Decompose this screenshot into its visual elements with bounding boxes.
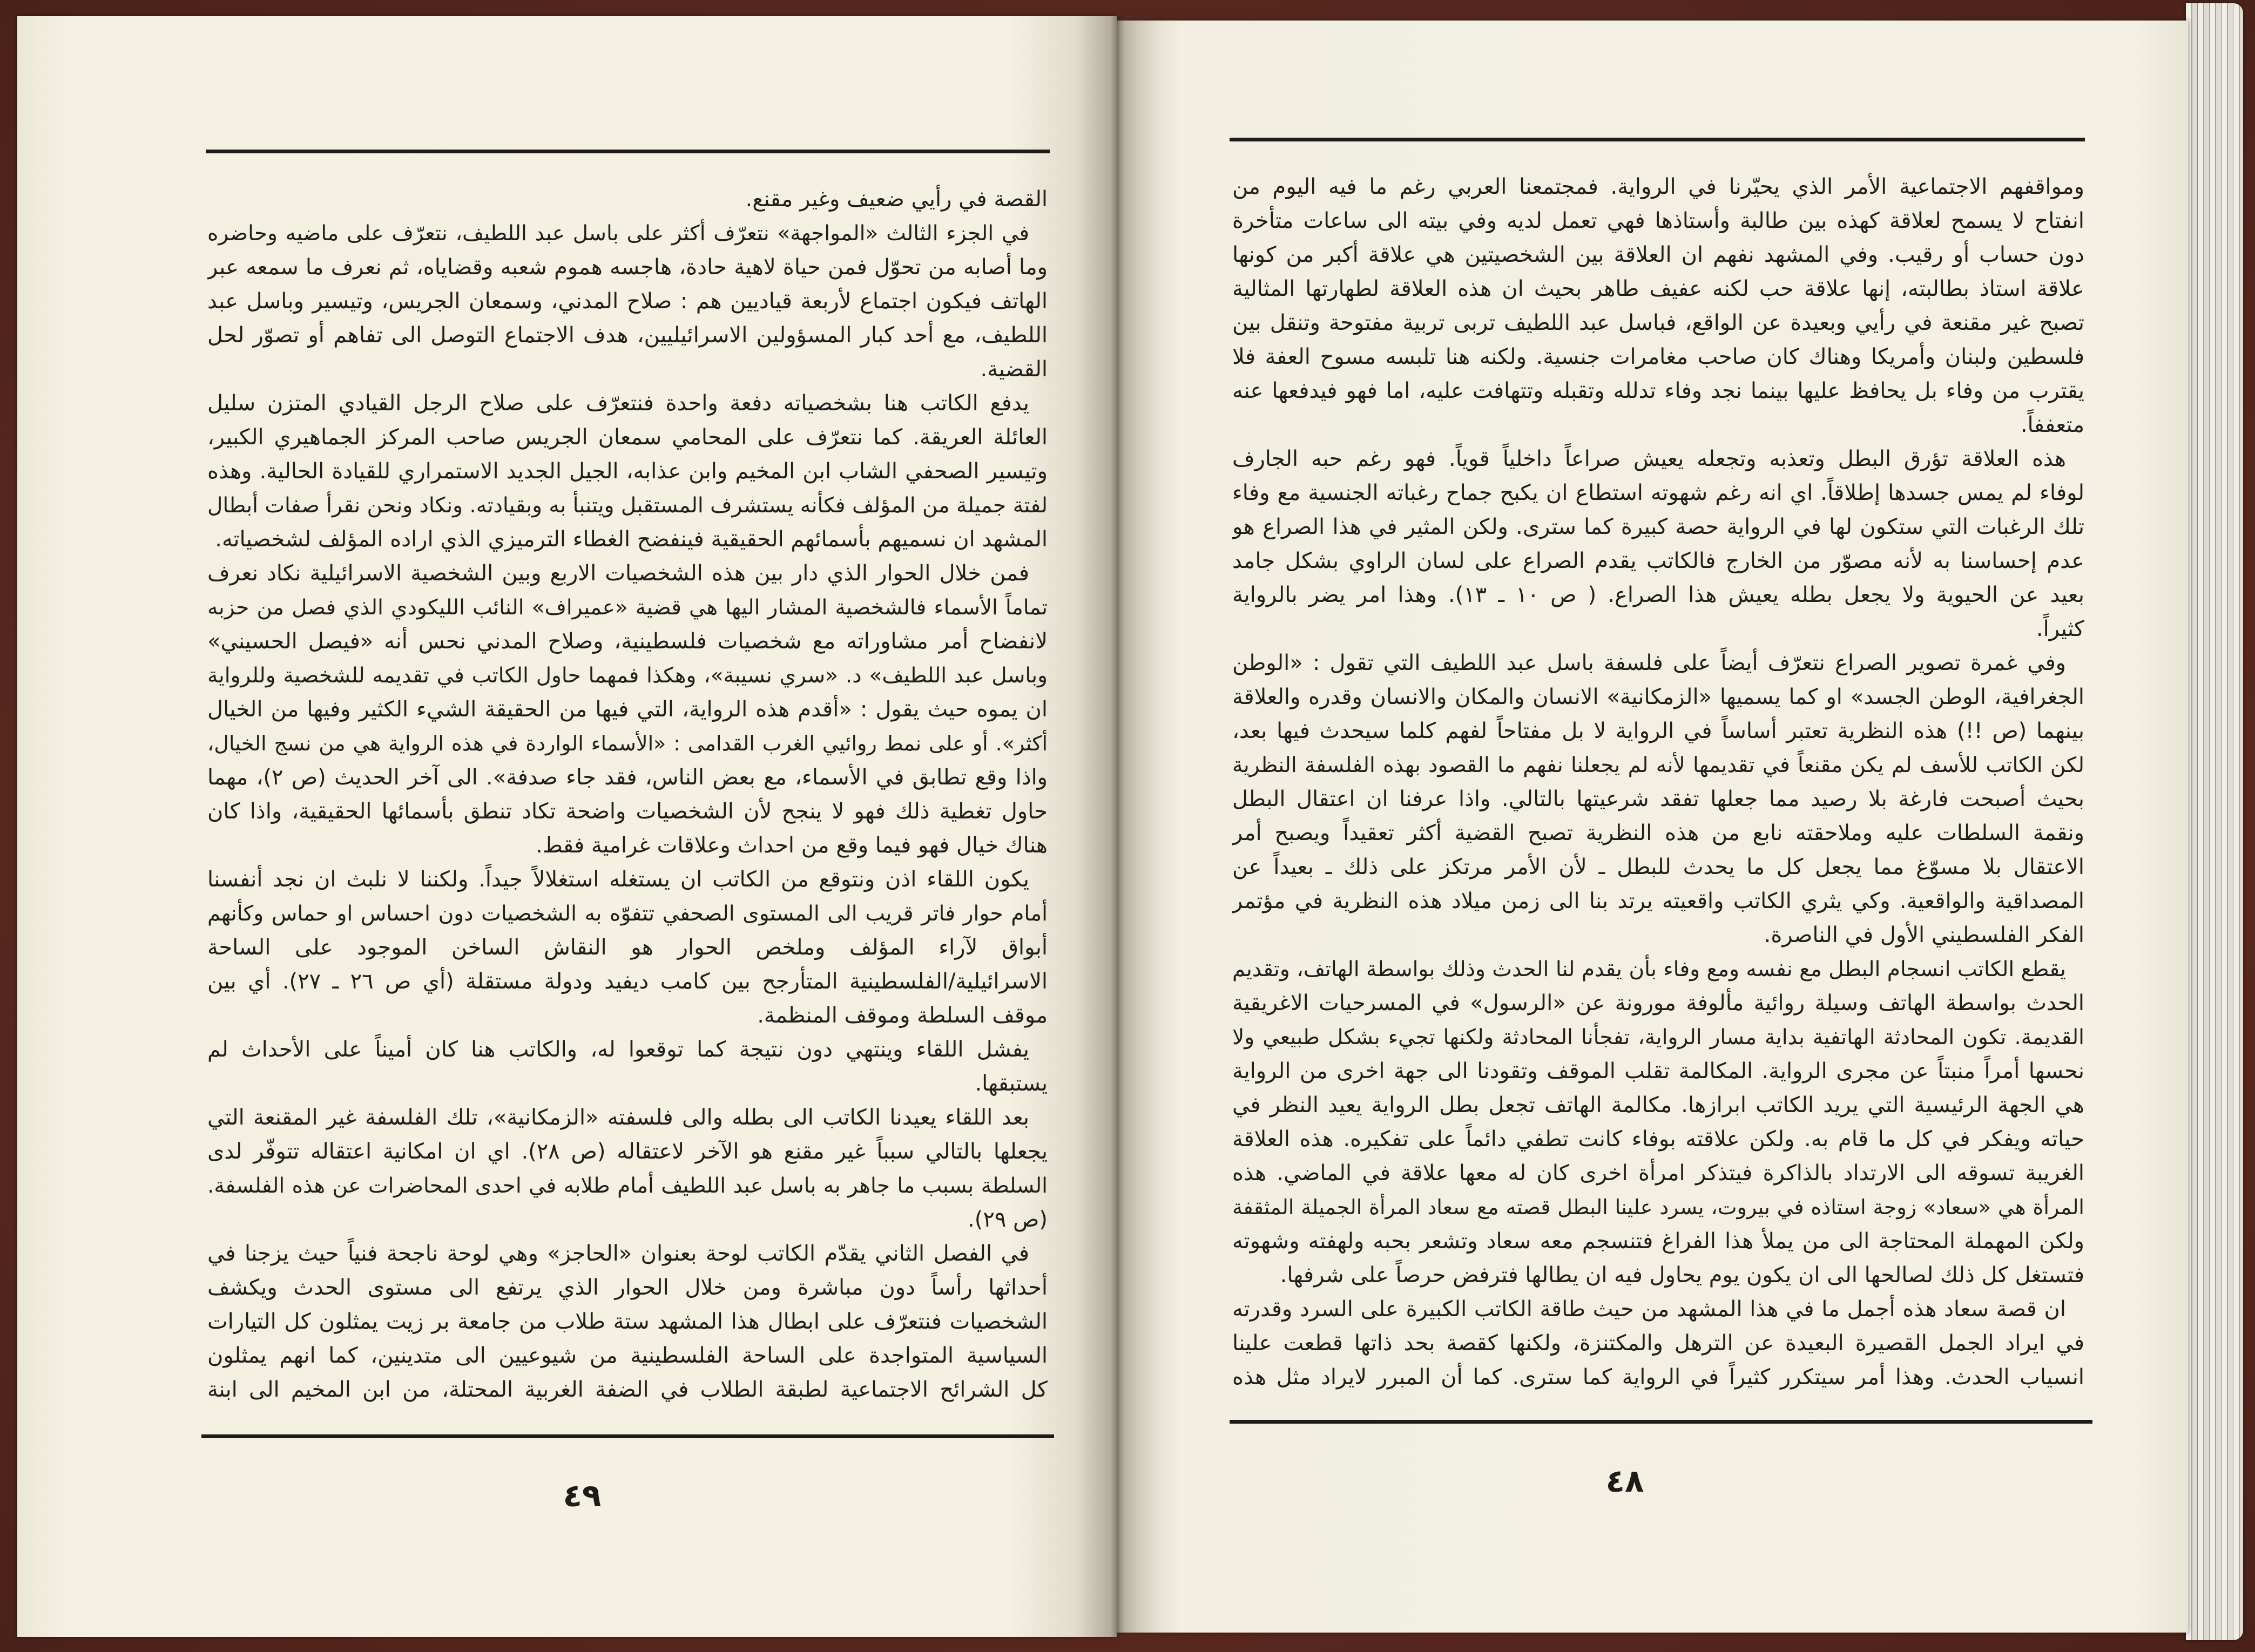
text-line: وباسل عبد اللطيف» د. «سري نسيبة»، وهكذا فمهما حاول الكاتب في تقديمه للشخصية وللرواية [207, 663, 1048, 688]
text-line: الغريبة تسوقه الى الارتداد بالذاكرة فيتذكر امرأة اخرى كان له معها علاقة في الماضي. هذه [1232, 1161, 2084, 1186]
paragraph [207, 863, 1048, 1033]
text-line: انفتاح لا يسمح لعلاقة كهذه بين طالبة وأستاذها فهي تعمل لديه وفي بيته الى ساعات متأخرة [1232, 208, 2084, 233]
paragraph [207, 1101, 1048, 1237]
text-line: تصبح غير مقنعة في رأيي وبعيدة عن الواقع، فباسل عبد اللطيف تربى تربية مفتوحة وتنقل بين [1232, 310, 2084, 335]
text-line: العائلة العريقة. كما نتعرّف على المحامي سمعان الجريس صاحب المركز الجماهيري الكبير، [207, 425, 1048, 450]
text-line: لفتة جميلة من المؤلف فكأنه يستشرف المستقبل ويتنبأ به وبقيادته. ونكاد ونحن نقرأ صفات أبطال [207, 493, 1048, 518]
text-line: يستبقها. [975, 1071, 1048, 1096]
text-line: تلك الرغبات التي ستكون لها في الرواية حصة كبيرة كما سترى. ولكن المثير في هذا الصراع هو [1232, 514, 2084, 539]
page-number: ٤٩ [563, 1477, 602, 1514]
text-line: أحداثها رأساً دون مباشرة ومن خلال الحوار الذي يرتفع الى مستوى الحدث ويكشف [207, 1275, 1048, 1300]
text-line: الشخصيات فنتعرّف على ابطال هذا المشهد ستة طلاب من جامعة بر زيت يمثلون كل التيارات [207, 1309, 1048, 1334]
text-line: متعففاً. [2020, 412, 2084, 437]
text-line: أكثر». أو على نمط روائيي الغرب القدامى : «الأسماء الواردة في هذه الرواية هي من نسج الخيال، [207, 732, 1048, 755]
text-line: القصة في رأيي ضعيف وغير مقنع. [745, 187, 1048, 212]
text-line: في الجزء الثالث «المواجهة» نتعرّف أكثر على باسل عبد اللطيف، نتعرّف على ماضيه وحاضره [207, 221, 1029, 246]
text-line: ونقمة السلطات عليه وملاحقته نابع من هذه النظرية تصبح القضية أكثر تعقيداً ويصبح أمر [1232, 821, 2084, 845]
footer-rule [201, 1434, 1054, 1438]
text-line: بعد اللقاء يعيدنا الكاتب الى بطله والى فلسفته «الزمكانية»، تلك الفلسفة غير المقنعة التي [207, 1105, 1029, 1130]
text-line: الاعتقال بلا مسوّغ مما يجعل كل ما يحدث للبطل ـ لأن الأمر مرتكز على ذلك ـ بعيداً عن [1232, 855, 2084, 879]
text-line: السياسية المتواجدة على الساحة الفلسطينية من شيوعيين الى متدينين، كما انهم يمثلون [207, 1343, 1048, 1368]
text-line: الاسرائيلية/الفلسطينية المتأرجح بين كامب ديفيد ودولة مستقلة (أي ص ٢٦ ـ ٢٧). أي بين [207, 969, 1048, 994]
text-line: (ص ٢٩). [968, 1207, 1048, 1232]
text-line: وفي غمرة تصوير الصراع نتعرّف أيضاً على فلسفة باسل عبد اللطيف التي تقول : «الوطن [1232, 651, 2066, 675]
paragraph [1232, 170, 2084, 442]
text-line: موقف السلطة وموقف المنظمة. [757, 1003, 1048, 1028]
paragraph [207, 1237, 1048, 1407]
paragraph [1232, 952, 2084, 1292]
text-line: تماماً الأسماء فالشخصية المشار اليها هي قضية «عميراف» النائب الليكودي الذي فصل من حزبه [207, 595, 1048, 620]
text-line: أمام حوار فاتر قريب الى المستوى الصحفي تتفوّه به الشخصيات دون احساس او حماس وكأنهم [207, 902, 1048, 926]
gutter-shadow [1078, 16, 1159, 1637]
text-line: السلطة بسبب ما جاهر به باسل عبد اللطيف أمام طلابه في احدى المحاضرات عن هذه الفلسفة. [207, 1174, 1048, 1198]
header-rule [206, 150, 1050, 153]
text-line: فتستغل كل ذلك لصالحها الى ان يكون يوم يحاول فيه ان يطالها فترفض حرصاً على شرفها. [1280, 1263, 2084, 1288]
text-line: فمن خلال الحوار الذي دار بين هذه الشخصيات الاربع وبين الشخصية الاسرائيلية نكاد نعرف [207, 561, 1029, 586]
text-line: يفشل اللقاء وينتهي دون نتيجة كما توقعوا له، والكاتب هنا كان أميناً على الأحداث لم [207, 1037, 1029, 1062]
text-line: أبواق لآراء المؤلف وملخص الحوار هو النقاش الساخن الموجود على الساحة [207, 935, 1048, 960]
header-rule [1230, 138, 2085, 141]
text-line: نحسها أمراً منبتاً عن مجرى الرواية. المكالمة تقلب الموقف وتقودنا الى جهة اخرى من الرواية [1232, 1059, 2084, 1084]
text-line: بعيد عن الحيوية ولا يجعل بطله يعيش هذا الصراع. ( ص ١٠ ـ ١٣). وهذا امر يضر بالرواية [1232, 583, 2084, 607]
paragraph [1232, 646, 2084, 952]
page-number: ٤٨ [1605, 1463, 1644, 1499]
paragraph [1232, 442, 2084, 646]
text-line: هي الجهة الرئيسية التي يريد الكاتب ابرازها. مكالمة الهاتف تجعل بطل الرواية يعيد النظر في [1232, 1093, 2084, 1118]
text-line: الجغرافية، الوطن الجسد» او كما يسميها «الزمكانية» الانسان والمكان والانسان وقدره والعلاقة [1232, 685, 2084, 709]
text-line: وتيسير الصحفي الشاب ابن المخيم وابن عذابه، الجيل الجديد الاستمراري للقيادة الحالية. وهذه [207, 459, 1048, 484]
text-line: دون حساب أو رقيب. وفي المشهد نفهم ان العلاقة بين الشخصيتين هي علاقة أكبر من كونها [1232, 242, 2084, 267]
text-line: يجعلها بالتالي سبباً غير مقنع هو الآخر لاعتقاله (ص ٢٨). اي ان امكانية اعتقاله تتوفّر لدى [207, 1139, 1048, 1164]
page-edges [2186, 3, 2243, 1640]
text-line: هذه العلاقة تؤرق البطل وتعذبه وتجعله يعيش صراعاً داخلياً قوياً. فهو رغم حبه الجارف [1232, 446, 2066, 471]
paragraph [207, 557, 1048, 863]
text-line: بينهما (ص !!) هذه النظرية تعتبر أساساً في الرواية لا بل مفتاحاً لفهم كلما سيحدث فيها بعد، [1232, 719, 2084, 743]
paragraph [207, 182, 1048, 216]
text-line: حاول تغطية ذلك فهو لا ينجح لأن الشخصيات واضحة تكاد تنطق بأسمائها الحقيقية، واذا كان [207, 799, 1048, 824]
text-line: يدفع الكاتب هنا بشخصياته دفعة واحدة فنتعرّف على صلاح الرجل القيادي المتزن سليل [207, 391, 1029, 416]
text-line: الهاتف فيكون اجتماع لأربعة قياديين هم : صلاح المدني، وسمعان الجريس، وتيسير وباسل عبد [207, 289, 1048, 314]
text-line: هناك خيال فهو فيما وقع من احداث وعلاقات غرامية فقط. [536, 833, 1048, 858]
text-line: انسياب الحدث. وهذا أمر سيتكرر كثيراً في الرواية كما سترى. كما أن المبرر لايراد مثل هذه [1232, 1365, 2084, 1390]
text-line: ان يموه حيث يقول : «أقدم هذه الرواية، التي فيها من الحقيقة الشيء الكثير وفيها من الخيال [207, 697, 1048, 722]
paragraph [207, 1033, 1048, 1101]
text-line: واذا وقع تطابق في الأسماء، مع بعض الناس، فقد جاء صدفة». الى آخر الحديث (ص ٢)، مهما [207, 765, 1048, 790]
paragraph [207, 216, 1048, 387]
text-line: حياته ويفكر في كل ما قام به. ولكن علاقته بوفاء كانت تطفي دائماً على تفكيره. هذه العلاقة [1232, 1127, 2084, 1152]
text-line: يقطع الكاتب انسجام البطل مع نفسه ومع وفاء بأن يقدم لنا الحدث وذلك بواسطة الهاتف، وتقديم [1232, 957, 2066, 981]
text-line: المرأة هي «سعاد» زوجة استاذه في بيروت، يسرد علينا البطل قصته مع سعاد المرأة الجميلة المثقفة [1232, 1195, 2084, 1219]
text-line: وما أصابه من تحوّل فمن حياة لاهية حادة، هاجسه هموم شعبه وقضاياه، ثم نعرف ما سمعه عبر [207, 255, 1048, 280]
text-line: ان قصة سعاد هذه أجمل ما في هذا المشهد من حيث طاقة الكاتب الكبيرة على السرد وقدرته [1232, 1297, 2066, 1322]
text-line: بحيث أصبحت فارغة بلا رصيد مما جعلها تفقد شرعيتها بالتالي. واذا عرفنا ان اعتقال البطل [1232, 787, 2084, 811]
text-line: الفكر الفلسطيني الأول في الناصرة. [1764, 923, 2084, 947]
text-line: في الفصل الثاني يقدّم الكاتب لوحة بعنوان «الحاجز» وهي لوحة ناجحة فنياً حيث يزجنا في [207, 1241, 1029, 1266]
text-line: كثيراً. [2036, 617, 2084, 641]
text-line: المشهد ان نسميهم بأسمائهم الحقيقية فينفضح الغطاء الترميزي الذي اراده المؤلف لشخصياته. [215, 527, 1048, 552]
text-line: لكن الكاتب للأسف لم يكن مقنعاً في تقديمها لأنه لم يجعلنا نفهم ما القصود بهذه الفلسفة النظرية [1232, 753, 2084, 777]
text-line: ومواقفهم الاجتماعية الأمر الذي يحيّرنا في الرواية. فمجتمعنا العربي رغم ما فيه اليوم من [1232, 174, 2084, 199]
text-line: علاقة استاذ بطالبته، إنها علاقة حب لكنه عفيف طاهر بحيث ان هذه العلاقة لطهارتها المثالية [1232, 276, 2084, 301]
text-line: القضية. [980, 357, 1048, 382]
text-line: لانفضاح أمر مشاوراته مع شخصيات فلسطينية، وصلاح المدني نحس أنه «فيصل الحسيني» [207, 629, 1048, 654]
footer-rule [1230, 1420, 2092, 1424]
paragraph [1232, 1292, 2084, 1394]
text-line: فلسطين ولبنان وأمريكا وهناك كان صاحب مغامرات جنسية. ولكنه هنا تلبسه مسوح العفة فلا [1232, 344, 2084, 369]
text-line: الحدث بواسطة الهاتف وسيلة روائية مألوفة مورونة عن «الرسول» في المسرحيات الاغريقية [1232, 991, 2084, 1015]
text-line: كل الشرائح الاجتماعية لطبقة الطلاب في الضفة الغربية المحتلة، من ابن المخيم الى ابنة [207, 1377, 1048, 1402]
text-line: اللطيف، مع أحد كبار المسؤولين الاسرائيليين، هدف الاجتماع التوصل الى تفاهم أو تصوّر لحل [207, 323, 1048, 348]
text-line: عدم إحساسنا به لأنه مصوّر من الخارج فالكاتب يقدم الصراع على لسان الراوي بشكل جامد [1232, 549, 2084, 573]
text-line: المصداقية والواقعية. وكي يثري الكاتب واقعيته يرتد بنا الى زمن ميلاد هذه النظرية في مؤتمر [1232, 889, 2084, 913]
text-block [207, 182, 1048, 1407]
text-block [1232, 170, 2084, 1394]
paragraph [207, 387, 1048, 557]
text-line: يقترب من وفاء بل يحافظ عليها بينما نجد وفاء تدلله وتقبله وتتهافت عليه، اما فهو فيدفعها عنه [1232, 378, 2084, 403]
text-line: يكون اللقاء اذن ونتوقع من الكاتب ان يستغله استغلالاً جيداً. ولكننا لا نلبث ان نجد أنفسنا [207, 867, 1029, 892]
text-line: ولكن المهملة المحتاجة الى من يملأ هذا الفراغ فتنسجم معه سعاد وتشعر بحبه ولهفته وشهوته [1232, 1229, 2084, 1254]
text-line: في ايراد الجمل القصيرة البعيدة عن الترهل والمكتنزة، ولكنها كقصة بحد ذاتها قطعت علينا [1232, 1331, 2084, 1356]
text-line: لوفاء لم يمس جسدها إطلاقاً. اي انه رغم شهوته استطاع ان يكبح جماح رغباته الجنسية مع وفاء [1232, 480, 2084, 505]
text-line: القديمة. تكون المحادثة الهاتفية بداية مسار الرواية، تفجأنا المحادثة ولكنها تجيء بشكل طبيعي ولا [1232, 1025, 2084, 1050]
